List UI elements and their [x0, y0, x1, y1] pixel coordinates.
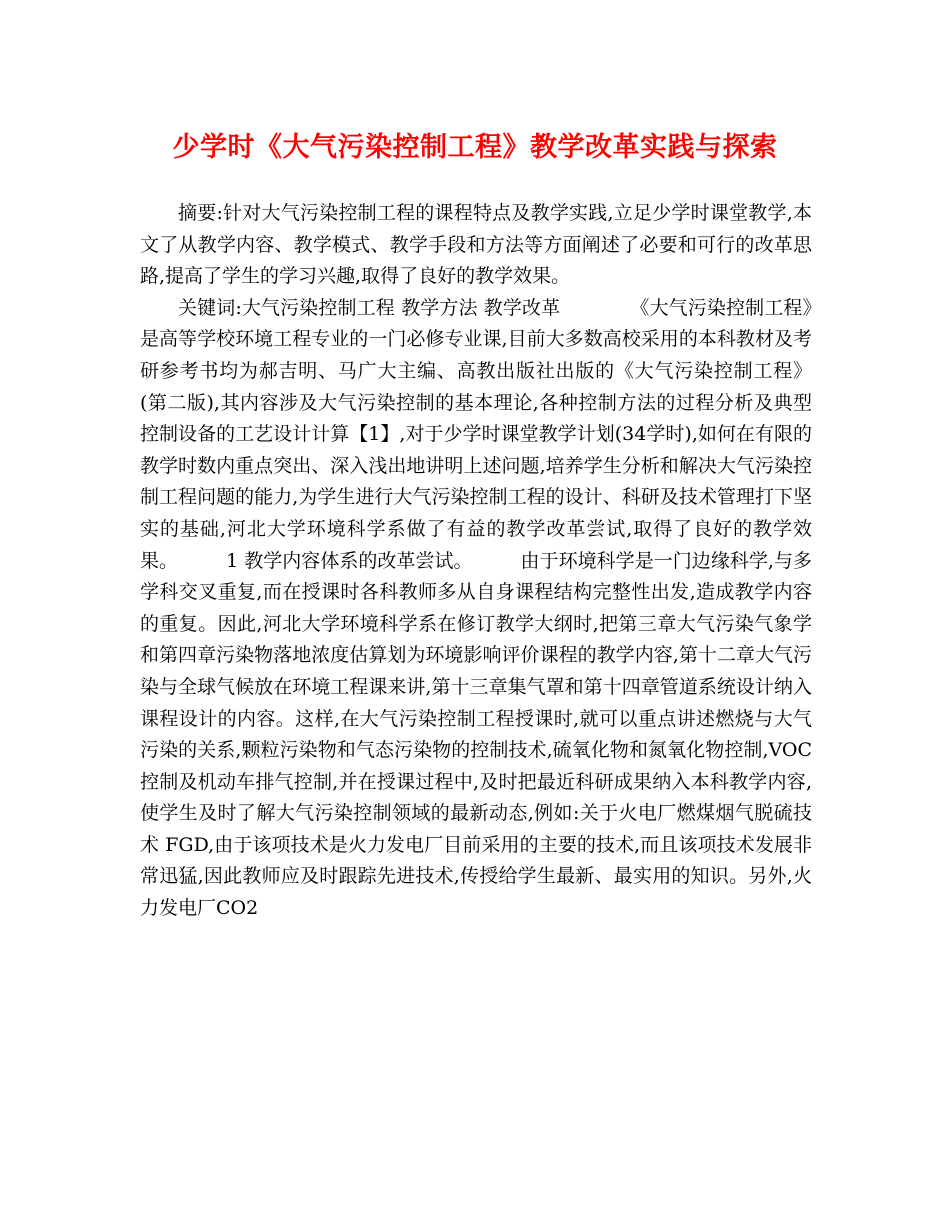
document-title: 少学时《大气污染控制工程》教学改革实践与探索 — [172, 132, 778, 163]
document-body — [140, 198, 812, 925]
keywords-paragraph — [140, 293, 812, 925]
intro-text: 《大气污染控制工程》是高等学校环境工程专业的一门必修专业课,目前大多数高校采用的本科教材及考研参考书均为郝吉明、马广大主编、高教出版社出版的《大气污染控制工程》(第二版),其内容涉及大气污染控制的基本理论,各种控制方法的过程分析及典型控制设备的工艺设计计算【1】,对于少学时课堂教学计划(34学时),如何在有限的教学时数内重点突出、深入浅出地讲明上述问题,培养学生分析和解决大气污染控制工程问题的能力,为学生进行大气污染控制工程的设计、科研及技术管理打下坚实的基础,河北大学环境科学系做了有益的教学改革尝试,取得了良好的教学效果。 — [140, 296, 812, 572]
section-1-heading: 1 教学内容体系的改革尝试。 — [226, 549, 473, 572]
abstract-paragraph: 摘要:针对大气污染控制工程的课程特点及教学实践,立足少学时课堂教学,本文了从教学内容、教学模式、教学手段和方法等方面阐述了必要和可行的改革思路,提高了学生的学习兴趣,取得了良好的教学效果。 — [140, 202, 812, 288]
keywords-line: 关键词:大气污染控制工程 教学方法 教学改革 — [178, 296, 561, 319]
section-1-text: 由于环境科学是一门边缘科学,与多学科交叉重复,而在授课时各科教师多从自身课程结构完整性出发,造成教学内容的重复。因此,河北大学环境科学系在修订教学大纲时,把第三章大气污染气象学和第四章污染物落地浓度估算划为环境影响评价课程的教学内容,第十二章大气污染与全球气候放在环境工程课来讲,第十三章集气罩和第十四章管道系统设计纳入课程设计的内容。这样,在大气污染控制工程授课时,就可以重点讲述燃烧与大气污染的关系,颗粒污染物和气态污染物的控制技术,硫氧化物和氮氧化物控制,VOC控制及机动车排气控制,并在授课过程中,及时把最近科研成果纳入本科教学内容,使学生及时了解大气污染控制领域的最新动态,例如:关于火电厂燃煤烟气脱硫技术 FGD,由于该项技术是火力发电厂目前采用的主要的技术,而且该项技术发展非常迅猛,因此教师应及时跟踪先进技术,传授给学生最新、最实用的知识。另外,火力发电厂CO2 — [140, 549, 812, 920]
